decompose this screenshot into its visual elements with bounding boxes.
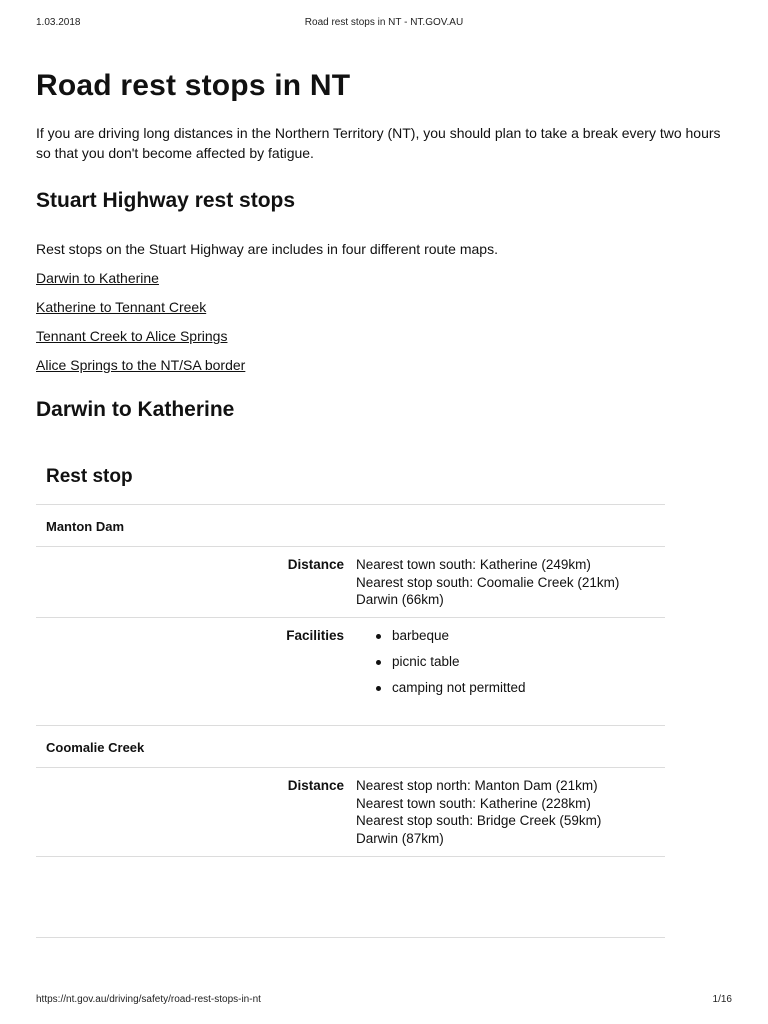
route-link-item bbox=[36, 326, 726, 346]
table-divider bbox=[36, 937, 665, 938]
distance-value bbox=[344, 547, 619, 617]
print-header bbox=[36, 17, 732, 31]
facility-item bbox=[356, 679, 526, 697]
facilities-row bbox=[36, 618, 665, 726]
facilities-label: Facilities bbox=[286, 628, 344, 643]
route-link-item bbox=[36, 268, 726, 288]
darwin-to-katherine-heading: Darwin to Katherine bbox=[36, 398, 235, 421]
distance-line: Nearest stop south: Coomalie Creek (21km) bbox=[356, 574, 620, 590]
print-footer bbox=[36, 994, 732, 1008]
print-date: 1.03.2018 bbox=[36, 17, 81, 28]
facilities-value bbox=[344, 618, 526, 725]
rest-stop-name: Coomalie Creek bbox=[36, 726, 665, 768]
stuart-highway-description: Rest stops on the Stuart Highway are includes in four different route maps. bbox=[36, 241, 498, 257]
route-map-links bbox=[36, 268, 726, 375]
facility-label: camping not permitted bbox=[392, 680, 526, 695]
facility-label: picnic table bbox=[392, 654, 460, 669]
page-title: Road rest stops in NT bbox=[36, 69, 351, 102]
bullet-icon bbox=[376, 634, 381, 639]
facilities-list bbox=[356, 627, 526, 697]
distance-line: Nearest town south: Katherine (249km) bbox=[356, 557, 591, 572]
bullet-icon bbox=[376, 660, 381, 665]
distance-line: Nearest stop south: Bridge Creek (59km) bbox=[356, 813, 602, 828]
print-url: https://nt.gov.au/driving/safety/road-rest-stops-in-nt bbox=[36, 994, 261, 1005]
rest-stop-name: Manton Dam bbox=[36, 505, 665, 547]
distance-label: Distance bbox=[287, 778, 344, 793]
print-document-title: Road rest stops in NT - NT.GOV.AU bbox=[304, 17, 464, 28]
intro-paragraph: If you are driving long distances in the Northern Territory (NT), you should plan to take a break every two hours so that you don't become affected by fatigue. bbox=[36, 125, 721, 161]
distance-line: Darwin (87km) bbox=[356, 830, 444, 846]
link-tennant-creek-to-alice-springs[interactable]: Tennant Creek to Alice Springs bbox=[36, 328, 228, 344]
distance-value bbox=[344, 768, 601, 856]
facility-item bbox=[356, 627, 526, 645]
bullet-icon bbox=[376, 686, 381, 691]
facility-label: barbeque bbox=[392, 628, 450, 643]
distance-row bbox=[36, 547, 665, 618]
facility-item bbox=[356, 653, 526, 671]
link-katherine-to-tennant-creek[interactable]: Katherine to Tennant Creek bbox=[36, 299, 207, 315]
page-content bbox=[36, 64, 726, 857]
distance-line: Nearest stop north: Manton Dam (21km) bbox=[356, 778, 598, 793]
stuart-highway-heading: Stuart Highway rest stops bbox=[36, 189, 296, 212]
route-link-item bbox=[36, 297, 726, 317]
distance-row bbox=[36, 768, 665, 857]
link-alice-springs-to-nt-sa-border[interactable]: Alice Springs to the NT/SA border bbox=[36, 357, 246, 373]
distance-label: Distance bbox=[287, 557, 344, 572]
rest-stop-table-heading: Rest stop bbox=[36, 451, 665, 505]
rest-stop-table bbox=[36, 451, 665, 857]
route-link-item bbox=[36, 355, 726, 375]
distance-line: Nearest town south: Katherine (228km) bbox=[356, 795, 591, 811]
page-indicator: 1/16 bbox=[712, 994, 732, 1005]
distance-line: Darwin (66km) bbox=[356, 592, 444, 607]
link-darwin-to-katherine[interactable]: Darwin to Katherine bbox=[36, 270, 159, 286]
